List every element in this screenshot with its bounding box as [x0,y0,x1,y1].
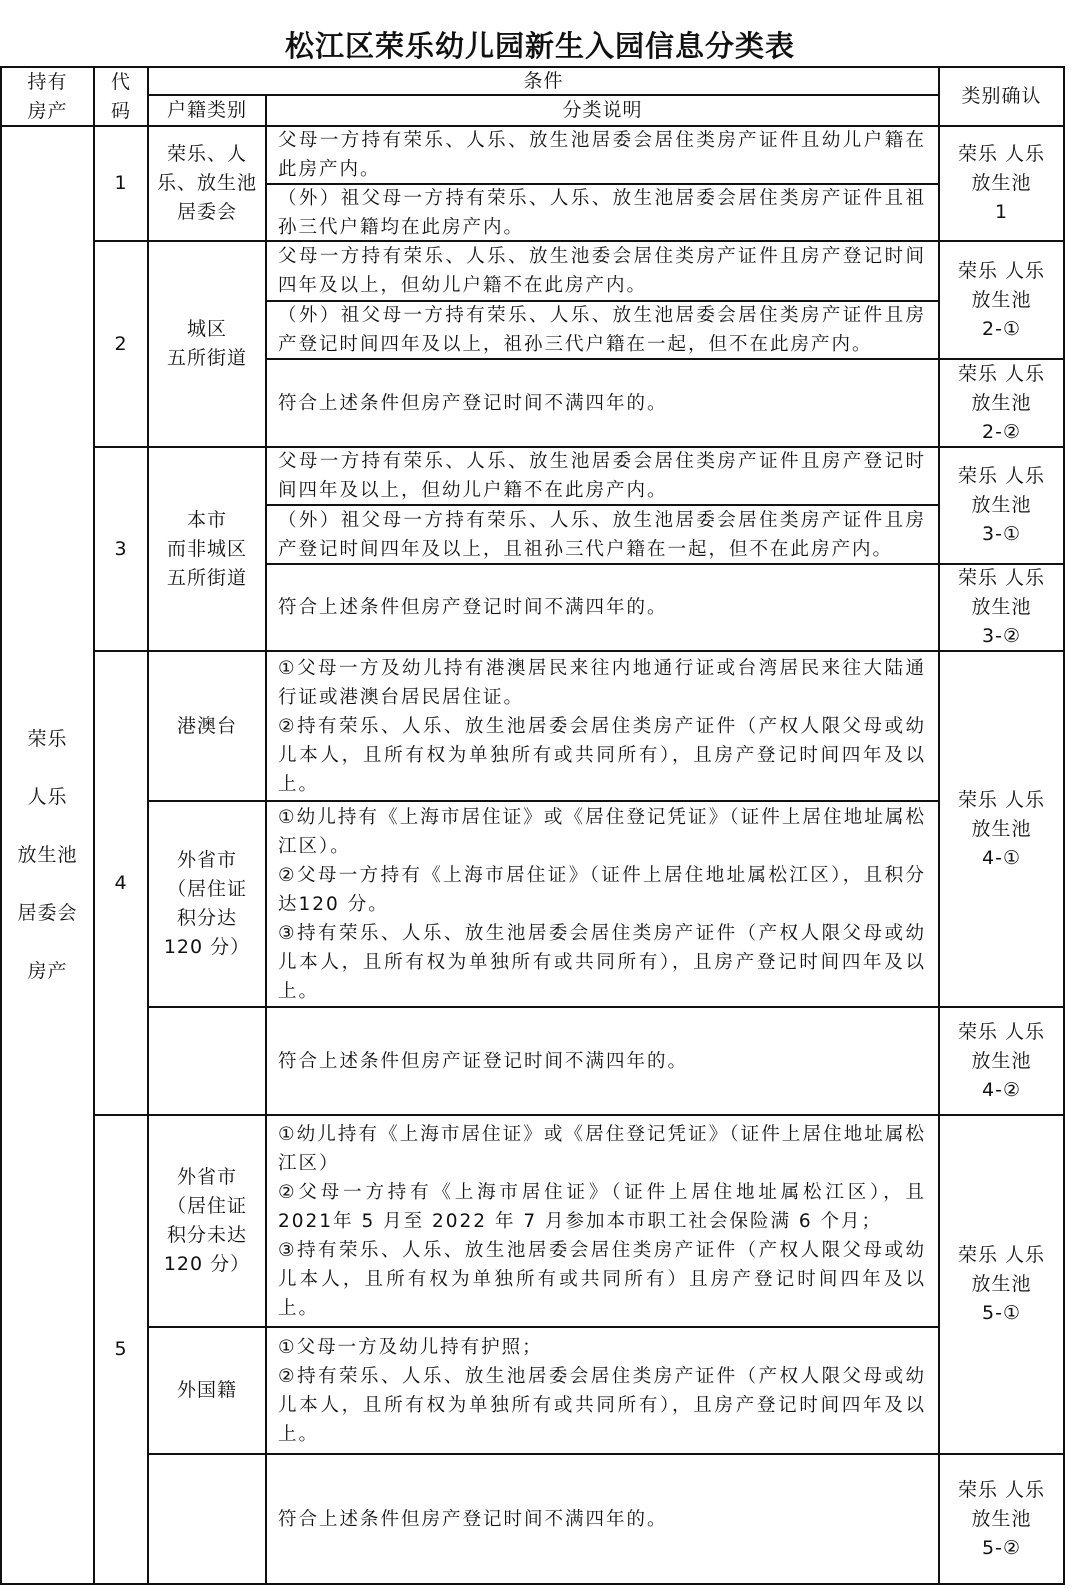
header-hukou: 户籍类别 [166,99,247,121]
desc-cell: 符合上述条件但房产登记时间不满四年的。 [278,1508,668,1530]
header-code: 代 码 [110,70,131,122]
hukou-category: 港澳台 [176,714,237,737]
confirm-cell: 荣乐 人乐 放生池 5-① [957,1244,1046,1324]
hukou-category: 外省市 （居住证 积分达 120 分） [163,849,251,958]
desc-cell: ①幼儿持有《上海市居住证》或《居住登记凭证》（证件上居住地址属松江区） ②父母一方持有《上海市居住证》（证件上居住地址属松江区），且 2021年 5 月至 2022 年 7 月参加本市职工社会保险满 6 个月； ③持有荣乐、人乐、放生池居委会居住类房产证件（产权人限父母或幼儿本人，且所有权为单独所有或共同所有）且房产登记时间四年及以上。 [278,1123,926,1319]
desc-cell: （外）祖父母一方持有荣乐、人乐、放生池居委会居住类房产证件且房产登记时间四年及以上，且祖孙三代户籍在一起，但不在此房产内。 [278,509,926,560]
desc-cell: （外）祖父母一方持有荣乐、人乐、放生池居委会居住类房产证件且祖孙三代户籍均在此房产内。 [278,187,926,238]
header-desc: 分类说明 [562,99,643,121]
confirm-cell: 荣乐 人乐 放生池 3-② [957,567,1046,647]
confirm-cell: 荣乐 人乐 放生池 5-② [957,1478,1046,1559]
property-label: 荣乐 人乐 放生池 居委会 房产 [17,728,78,982]
code-cell: 4 [114,871,128,894]
desc-cell: （外）祖父母一方持有荣乐、人乐、放生池居委会居住类房产证件且房产登记时间四年及以上，祖孙三代户籍在一起，但不在此房产内。 [278,305,926,355]
hukou-category: 城区 五所街道 [166,318,247,369]
confirm-cell: 荣乐 人乐 放生池 1 [957,143,1046,223]
header-confirm: 类别确认 [961,85,1042,107]
hukou-category: 外省市 （居住证 积分未达 120 分） [163,1166,251,1275]
desc-cell: 符合上述条件但房产登记时间不满四年的。 [278,597,668,618]
desc-cell: 父母一方持有荣乐、人乐、放生池居委会居住类房产证件且房产登记时间四年及以上，但幼儿户籍不在此房产内。 [278,451,926,501]
confirm-cell: 荣乐 人乐 放生池 2-② [957,362,1046,443]
code-cell: 2 [114,332,128,355]
code-cell: 5 [114,1338,128,1360]
code-cell: 1 [114,172,128,194]
page-title: 松江区荣乐幼儿园新生入园信息分类表 [284,29,795,63]
desc-cell: 符合上述条件但房产登记时间不满四年的。 [278,392,668,414]
desc-cell: 父母一方持有荣乐、人乐、放生池居委会居住类房产证件且幼儿户籍在此房产内。 [278,130,926,180]
desc-cell: ①幼儿持有《上海市居住证》或《居住登记凭证》（证件上居住地址属松江区）。 ②父母一方持有《上海市居住证》（证件上居住地址属松江区），且积分达120 分。 ③持有荣乐、人乐、放生池居委会居住类房产证件（产权人限父母或幼儿本人，且所有权为单独所有或共同所有），且房产登记时间四年及以上。 [278,806,926,1002]
desc-cell: 父母一方持有荣乐、人乐、放生池委会居住类房产证件且房产登记时间四年及以上，但幼儿户籍不在此房产内。 [278,246,926,296]
header-property: 持有 房产 [27,70,68,122]
hukou-category: 外国籍 [176,1379,237,1401]
hukou-category: 荣乐、人 乐、放生池 居委会 [156,143,257,223]
table-border-bottom [0,1583,1064,1585]
confirm-cell: 荣乐 人乐 放生池 3-① [957,465,1046,545]
confirm-cell: 荣乐 人乐 放生池 4-① [957,788,1046,869]
desc-cell: ①父母一方及幼儿持有港澳居民来往内地通行证或台湾居民来往大陆通行证或港澳台居民居住证。 ②持有荣乐、人乐、放生池居委会居住类房产证件（产权人限父母或幼儿本人，且所有权为单独所有或共同所有），且房产登记时间四年及以上。 [278,657,926,795]
desc-cell: ①父母一方及幼儿持有护照； ②持有荣乐、人乐、放生池居委会居住类房产证件（产权人限父母或幼儿本人，且所有权为单独所有或共同所有），且房产登记时间四年及以上。 [278,1336,926,1445]
hukou-category: 本市 而非城区 五所街道 [166,508,247,589]
table-border-right [1063,66,1065,1585]
code-cell: 3 [114,537,128,560]
confirm-cell: 荣乐 人乐 放生池 4-② [957,1020,1046,1101]
confirm-cell: 荣乐 人乐 放生池 2-① [957,259,1046,340]
header-conditions: 条件 [523,69,564,92]
desc-cell: 符合上述条件但房产证登记时间不满四年的。 [278,1050,689,1072]
